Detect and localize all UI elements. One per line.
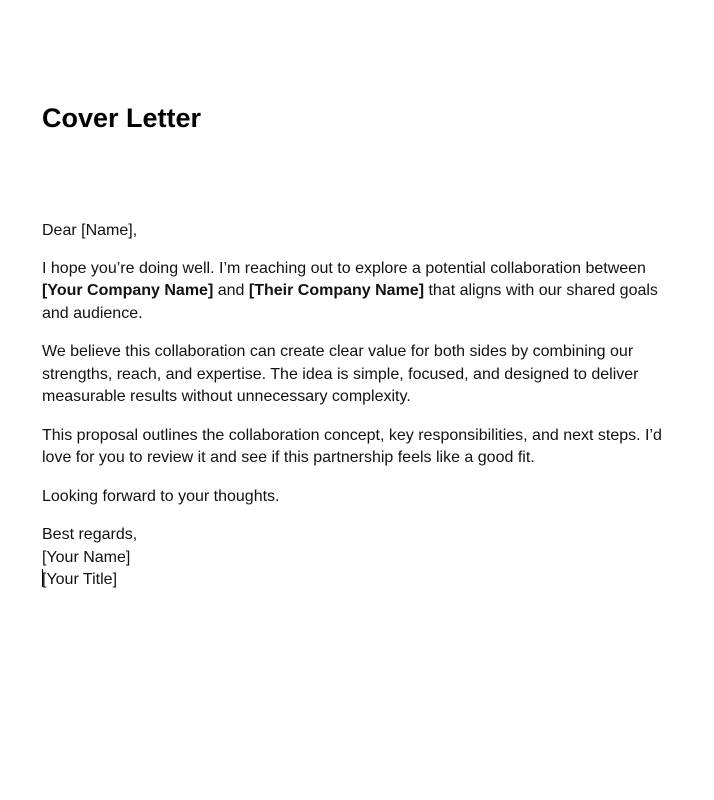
document-title: Cover Letter: [42, 103, 202, 133]
paragraph-intro: [42, 258, 682, 326]
paragraph-intro-part3: that aligns with our shared goals and audience.: [42, 282, 658, 322]
paragraph-value: We believe this collaboration can create clear value for both sides by combining our strengths, reach, and expertise. The idea is simple, focused, and designed to deliver measurable results without unnecessary complexity.: [42, 343, 639, 405]
paragraph-intro-part2: and: [213, 282, 249, 299]
signature-title: [Your Title]: [42, 571, 118, 588]
paragraph-proposal: This proposal outlines the collaboration concept, key responsibilities, and next steps. I’d love for you to review it and see if this partnership feels like a good fit.: [42, 426, 662, 466]
your-company-name: [Your Company Name]: [42, 282, 214, 299]
their-company-name: [Their Company Name]: [248, 282, 425, 299]
letter-body[interactable]: [42, 220, 682, 608]
signature-title-line: [42, 569, 682, 592]
signature-name: [Your Name]: [42, 548, 131, 566]
signature-block: [42, 524, 682, 592]
paragraph-closing: Looking forward to your thoughts.: [42, 487, 280, 505]
salutation: Dear [Name],: [42, 222, 138, 239]
paragraph-intro-part1: I hope you’re doing well. I’m reaching out to explore a potential collaboration between: [42, 259, 646, 277]
signature-closing: Best regards,: [42, 526, 138, 543]
